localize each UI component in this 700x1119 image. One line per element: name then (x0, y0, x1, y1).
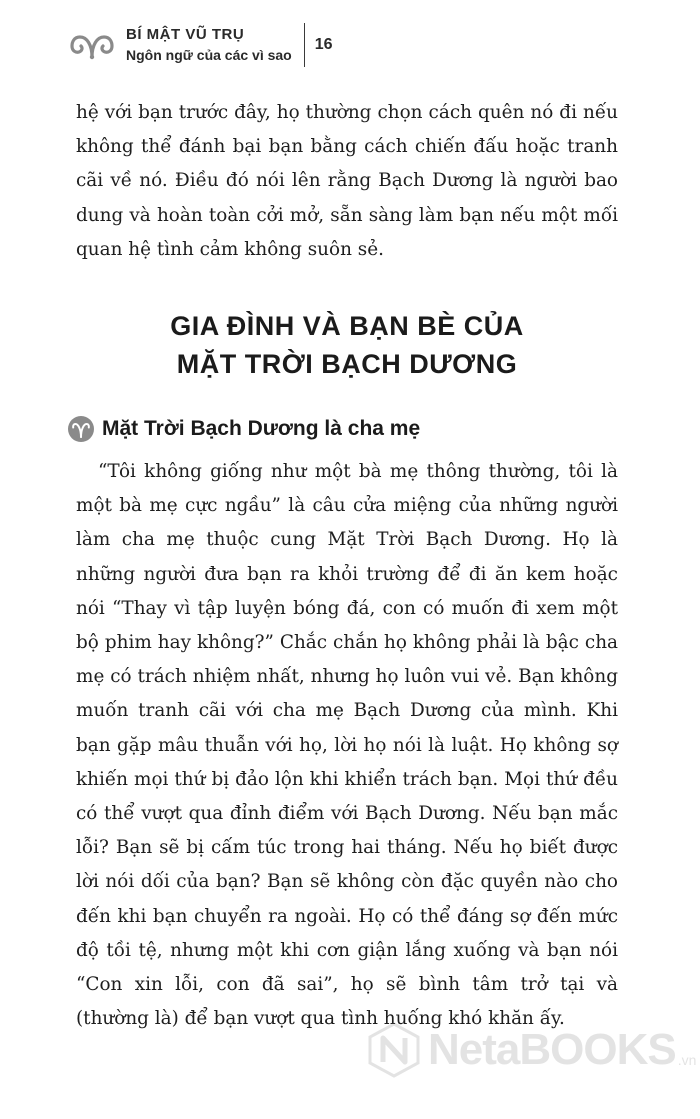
page-content (76, 96, 618, 1036)
book-subtitle: Ngôn ngữ của các vì sao (126, 47, 292, 63)
intro-paragraph: hệ với bạn trước đây, họ thường chọn cách quên nó đi nếu không thể đánh bại bạn bằng cách chiến đấu hoặc tranh cãi về nó. Điều đó nói lên rằng Bạch Dương là người bao dung và hoàn toàn cởi mở, sẵn sàng làm bạn nếu một mối quan hệ tình cảm không suôn sẻ. (76, 102, 618, 260)
book-title: BÍ MẬT VŨ TRỤ (126, 26, 245, 43)
subheading-text: Mặt Trời Bạch Dương là cha mẹ (102, 417, 421, 441)
main-paragraph: “Tôi không giống như một bà mẹ thông thường, tôi là một bà mẹ cực ngầu” là câu cửa miệng của những người làm cha mẹ thuộc cung Mặt Trời Bạch Dương. Họ là những người đưa bạn ra khỏi trường để đi ăn kem hoặc nói “Thay vì tập luyện bóng đá, con có muốn đi xem một bộ phim hay không?” Chắc chắn họ không phải là bậc cha mẹ có trách nhiệm nhất, nhưng họ luôn vui vẻ. Bạn không muốn tranh cãi với cha mẹ Bạch Dương của mình. Khi bạn gặp mâu thuẫn với họ, lời họ nói là luật. Họ không sợ khiến mọi thứ bị đảo lộn khi khiển trách bạn. Mọi thứ đều có thể vượt qua đỉnh điểm với Bạch Dương. Nếu bạn mắc lỗi? Bạn sẽ bị cấm túc trong hai tháng. Nếu họ biết được lời nói dối của bạn? Bạn sẽ không còn đặc quyền nào cho đến khi bạn chuyển ra ngoài. Họ có thể đáng sợ đến mức độ tồi tệ, nhưng một khi cơn giận lắng xuống và bạn nói “Con xin lỗi, con đã sai”, họ sẽ bình tâm trở tại và (thường là) để bạn vượt qua tình huống khó khăn ấy. (76, 461, 618, 1030)
subheading (68, 409, 618, 449)
aries-ram-icon (68, 25, 116, 65)
watermark-brand: NetaBOOKS (428, 1025, 676, 1074)
page-header (68, 20, 333, 70)
section-heading-line-2: MẶT TRỜI BẠCH DƯƠNG (176, 349, 518, 380)
aries-symbol-icon (68, 416, 94, 442)
section-heading-line-1: GIA ĐÌNH VÀ BẠN BÈ CỦA (170, 311, 524, 342)
watermark-suffix: .vn (677, 1052, 697, 1068)
page-number: 16 (314, 36, 333, 53)
header-divider (304, 23, 305, 67)
section-heading (76, 307, 618, 383)
netabooks-logo-icon (366, 1022, 422, 1078)
watermark (366, 1022, 696, 1078)
